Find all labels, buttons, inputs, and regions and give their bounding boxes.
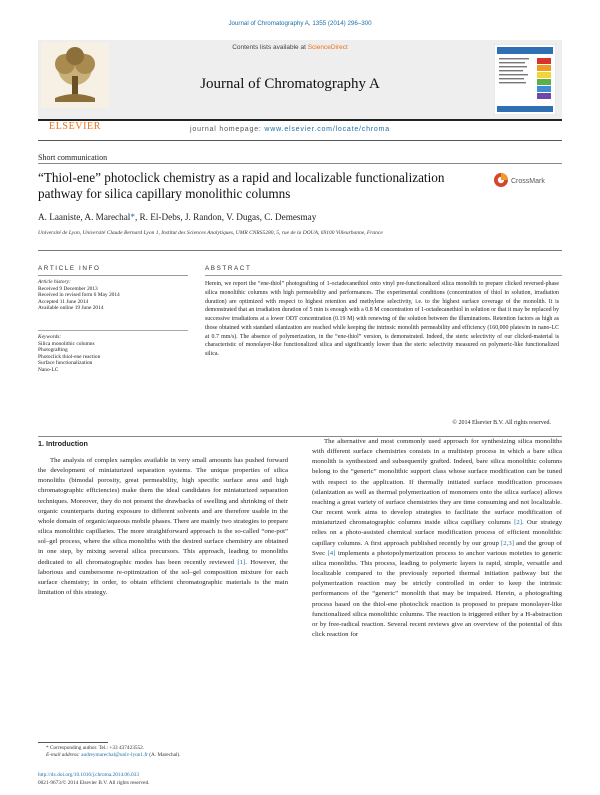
crossmark-icon[interactable] [493, 172, 553, 188]
citation-link[interactable]: [1] [237, 558, 246, 566]
keyword: Nano-LC [38, 366, 59, 373]
copyright-notice: © 2014 Elsevier B.V. All rights reserved. [452, 420, 551, 426]
history-item: Accepted 11 June 2014 [38, 298, 89, 305]
article-type: Short communication [38, 153, 108, 162]
corresponding-author-note: * Corresponding author. Tel.: +33 437423552. [46, 745, 145, 751]
svg-text:CrossMark: CrossMark [511, 178, 545, 185]
introduction-heading: 1. Introduction [38, 439, 88, 448]
keywords [38, 334, 188, 374]
citation-link[interactable]: [4] [327, 549, 336, 557]
email-note: E-mail address: audreymarechal@univ-lyon1.fr (A. Marechal). [46, 752, 181, 758]
history-item: Available online 19 June 2014 [38, 305, 104, 312]
corresponding-author-star[interactable]: * [130, 212, 135, 222]
keywords-rule [38, 330, 188, 331]
publisher-wordmark: ELSEVIER [48, 121, 102, 132]
sciencedirect-link[interactable]: ScienceDirect [307, 44, 348, 51]
body-column-right: The alternative and most commonly used approach for synthesizing silica monoliths with different surface chemistries consists in a multistep process in which a bare silica monolith is synthesized and subsequently grafted. Indeed, bare silica monolithic columns belong to the “generic” monolithic support class whose surface modification can be tuned with respect to the application. If thermally initiated surface modification processes (silanization as well as thermal polymerization of monomers onto the silica surface) allows reaching a great variety of surface chemistries they are time consuming and not localizable. Our recent work aims to develop strategies to facilitate the surface modification of miniaturized chromatographic columns inside silica capillary columns [2]. Our strategy relies on a photo-assisted chemical surface modification process of efficient monolithic capillary columns. A first approach published recently by our group [2,3] and the group of Svec [4] implements a photopolymerization process to anchor various moieties to generic silica monoliths. This process, leading to polymeric layers is rapid, simple, versatile and localizable compared to the previously reported thermal initiation pathway but the polymerization reaction may be strictly controlled in order to keep the intrinsic performances of the “generic” monolith that may be impaired. Herein, a photografting process based on the thiol-ene photoclick reaction is proposed to prepare monolayer-like functionalized silica monolithic columns. The reaction is triggered either by a H-abstraction or by free-radical reaction. Several recent reviews give an overview of the potential of this click reaction for [312, 438, 562, 638]
author-list: A. Laaniste, A. Marechal*, R. El-Debs, J. Randon, V. Dugas, C. Demesmay [38, 212, 317, 222]
footnote-rule [38, 742, 108, 743]
citation-link[interactable]: [2,3] [501, 539, 514, 547]
header-rule [38, 119, 562, 121]
history-label: Article history: [38, 279, 71, 285]
journal-cover-thumbnail [494, 44, 556, 115]
journal-citation[interactable]: Journal of Chromatography A, 1355 (2014) 296–300 [228, 20, 372, 27]
header-rule-bottom [38, 140, 562, 141]
article-history [38, 279, 188, 312]
journal-title: Journal of Chromatography A [200, 76, 380, 92]
keyword: Surface functionalization [38, 360, 93, 367]
body-column-left: The analysis of complex samples available in very small amounts has pushed forward the development of miniaturized separation systems. The unique properties of silica monoliths (bimodal porosity, great permeability, high specific surface area and high chromatographic efficiencies) make them the ideal candidates for miniaturized separation techniques. Moreover, they do not present the drawbacks of swelling and shrinking of their organic counterparts during exposure to different solvents and are therefore usable in the whole domain of organic/aqueous mobile phases. There are mainly two strategies to prepare silica monolithic capillaries. The more straightforward approach is the so-called “one-pot” sol–gel process, where the silica monoliths with the desired surface chemistry are obtained in one step, by mixing several silica precursors. This approach, leading to monoliths dedicated to all chromatographic modes has been recently reviewed [1]. However, the laborious and cumbersome re-optimization of the sol–gel composition mixture for each surface chemistry; in order, to obtain efficient chromatographic materials is the main limitation of this strategy. [38, 457, 288, 597]
citation-link[interactable]: [2] [514, 519, 522, 527]
abstract-rule [205, 275, 562, 276]
abstract-heading: ABSTRACT [205, 265, 252, 272]
email-link[interactable]: audreymarechal@univ-lyon1.fr [81, 752, 148, 758]
history-item: Received 9 December 2013 [38, 285, 98, 292]
keyword: Silica monolithic columns [38, 340, 95, 347]
affiliation-rule [38, 250, 562, 251]
homepage-link[interactable]: www.elsevier.com/locate/chroma [264, 126, 390, 133]
footnote [38, 745, 288, 759]
elsevier-tree-logo [41, 42, 109, 108]
issn-line: 0021-9673/© 2014 Elsevier B.V. All rights reserved. [38, 780, 150, 786]
doi-link[interactable]: http://dx.doi.org/10.1016/j.chroma.2014.06.033 [38, 772, 139, 778]
affiliation: Université de Lyon, Université Claude Bernard Lyon 1, Institut des Sciences Analytiques, UMR CNRS5280, 5, rue de la DOUA, 69100 Villeurbanne, France [38, 230, 383, 236]
contents-line: Contents lists available at ScienceDirect [232, 44, 348, 51]
title-rule [38, 163, 562, 164]
article-info-rule [38, 275, 188, 276]
journal-homepage: journal homepage: www.elsevier.com/locate/chroma [190, 126, 390, 133]
article-title: “Thiol-ene” photoclick chemistry as a rapid and localizable functionalization pathway for silica capillary monolithic columns [38, 170, 445, 201]
keyword: Photografting [38, 347, 68, 354]
doi-block [38, 771, 288, 787]
keywords-label: Keywords: [38, 334, 62, 340]
history-item: Received in revised form 6 May 2014 [38, 292, 120, 299]
abstract-text: Herein, we report the “ene-thiol” photografting of 1-octadecanethiol onto vinyl pre-functionalized silica monolith to prepare clicked reversed-phase silica monolithic columns with high permeability and performances. The experimental conditions (concentration of thiol in solution, irradiation duration) are optimized with respect to highest retention and methylene selectivity, i.e. to the highest surface coverage of the monolith. It is demonstrated that an irradiation duration of 5 min is enough with a 0.8 M concentration of 1-octadecanethiol in solution or that it may be replaced by successive irradiations at a lower ODT concentration (0.19 M) with renewing of the solution between the illuminations. Retention factors as high as those obtained with standard silanization are reached while keeping the intrinsic monolith permeability and efficiency (160,000 plates/m in nano-LC at 0.7 mm/s). The absence of polymerization, in the “ene-thiol” version, is demonstrated. Indeed, the steric selectivity of our clicked-material is characteristic of monolayer-like functionalized silica and significantly lower than the steric selectivity measured on polymeric-like functionalized silica. [205, 281, 559, 357]
article-info-heading: ARTICLE INFO [38, 265, 101, 272]
keyword: Photoclick thiol-ene reaction [38, 353, 101, 360]
